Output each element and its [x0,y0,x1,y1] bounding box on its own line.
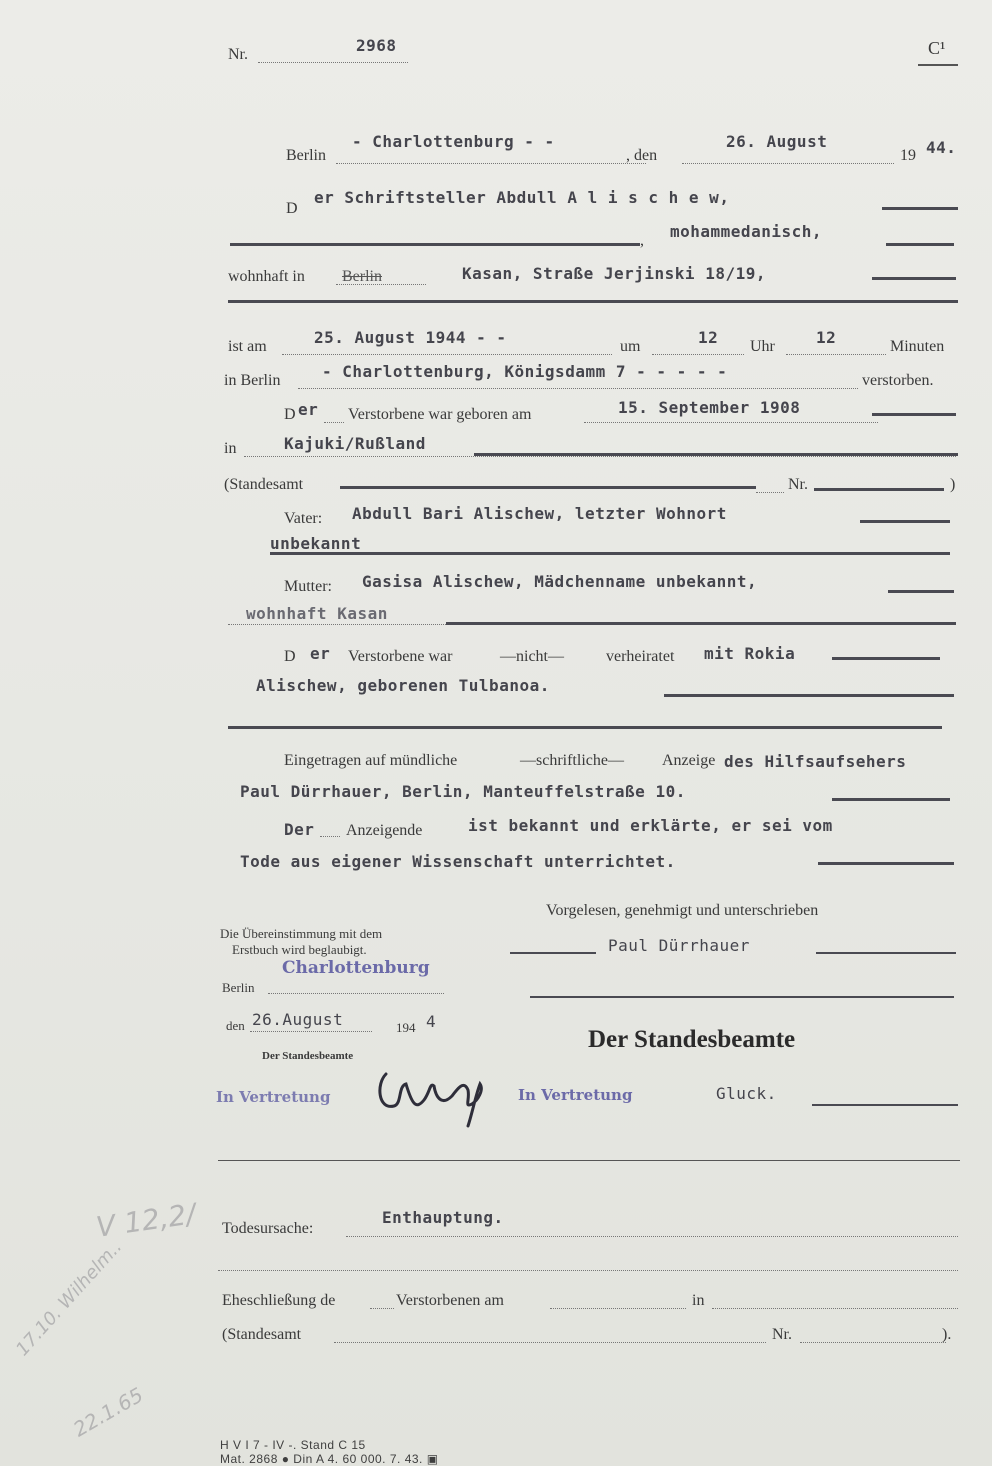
cert-stamp-place: Charlottenburg [282,958,430,978]
hour-line [652,354,744,355]
section-divider [218,1160,960,1161]
vater-label: Vater: [284,510,323,527]
religion-value: mohammedanisch, [670,222,822,241]
standesbeamte-title: Der Standesbeamte [588,1026,796,1053]
fill-dash [888,590,954,593]
born-date: 15. September 1908 [618,398,801,417]
ehe-line-4 [334,1342,766,1343]
cert-line-1: Die Übereinstimmung mit dem [220,926,383,941]
margin-note-1: V 12,2/ [94,1197,198,1244]
ehe-nr-label: Nr. [772,1326,792,1343]
death-hour: 12 [698,328,719,347]
margin-note-2: 17.10. Wilhelm.. [12,1236,127,1361]
cert-line-2: Erstbuch wird beglaubigt. [232,942,367,957]
der-typed: er [298,400,319,419]
den-label: , den [626,147,658,164]
der-anzeigende-typed: Der [284,820,315,839]
mutter-label: Mutter: [284,578,332,595]
registration-struck: —schriftliche— [520,752,624,769]
anzeigende-label: Anzeigende [346,822,423,839]
marriage-value-2: Alischew, geborenen Tulbanoa. [256,676,550,695]
cert-berlin-line [268,993,444,994]
fill-dash [530,996,954,998]
fill-dash [814,488,944,491]
footer-line-1: H V I 7 - IV -. Stand C 15 [220,1438,366,1452]
cert-title: Der Standesbeamte [262,1050,354,1062]
year-suffix: 44. [926,138,957,157]
cause-line-2 [218,1270,958,1271]
residence-label: wohnhaft in [228,268,305,285]
vertretung-stamp-2: In Vertretung [518,1086,633,1104]
der-prefix: D [284,406,296,423]
nr-dotted-line [258,62,408,63]
death-place: - Charlottenburg, Königsdamm 7 - - - - - [322,362,728,381]
death-date: 25. August 1944 - - [314,328,507,347]
eingetragen-label: Eingetragen auf mündliche [284,752,458,769]
nr-label: Nr. [228,46,248,63]
register-number: 2968 [356,36,397,55]
registration-value-2: Paul Dürrhauer, Berlin, Manteuffelstraße 10. [240,782,686,801]
fill-dash [270,552,950,555]
fill-dash [818,862,954,865]
cert-berlin: Berlin [222,980,255,995]
ehe-line-2 [550,1308,686,1309]
form-code-underline [918,64,958,66]
vater-value: Abdull Bari Alischew, letzter Wohnort [352,504,727,523]
verstorben-label: verstorben. [862,372,934,389]
person-name: er Schriftsteller Abdull A l i s c h e w, [314,188,730,207]
residence-line [336,284,426,285]
comma: , [640,232,644,249]
marriage-er-typed: er [310,644,331,663]
registration-value-3: ist bekannt und erklärte, er sei vom [468,816,833,835]
um-label: um [620,338,641,355]
footer-line-2: Mat. 2868 ● Din A 4. 60 000. 7. 43. ▣ [220,1452,439,1466]
cause-value: Enthauptung. [382,1208,504,1227]
year-prefix: 19 [900,147,916,164]
ehe-line-3 [712,1308,958,1309]
person-d-prefix: D [286,200,298,217]
fill-dash [228,300,958,303]
official-name: Gluck. [716,1084,777,1103]
margin-note-3: 22.1.65 [69,1382,148,1442]
death-place-line [298,388,858,389]
fill-dash [886,243,954,246]
ehe-line-5 [800,1342,946,1343]
ehe-line-1 [370,1308,394,1309]
ehe-standesamt-label: (Standesamt [222,1326,302,1343]
fill-dash [340,486,756,489]
fill-dash [664,694,954,697]
cert-date: 26.August [252,1010,344,1029]
minuten-label: Minuten [890,338,945,355]
cert-den: den [226,1018,245,1033]
district-line [336,163,646,164]
in-berlin-label: in Berlin [224,372,281,389]
fill-dash [832,657,940,660]
death-minutes: 12 [816,328,837,347]
marriage-d-prefix: D [284,648,296,665]
struck-residence: Berlin [342,268,382,285]
cause-label: Todesursache: [222,1220,314,1237]
born-place: Kajuki/Rußland [284,434,426,453]
fill-dash [474,453,958,456]
cert-year-suffix: 4 [426,1012,437,1031]
in-label: in [224,440,237,457]
handwritten-signature [372,1064,502,1128]
ehe-close: ). [942,1326,952,1343]
mutter-value-2: wohnhaft Kasan [246,604,388,623]
fill-dash [860,520,950,523]
city-label: Berlin [286,147,326,164]
registration-value: des Hilfsaufsehers [724,752,907,771]
cert-date-line [250,1031,372,1032]
der-line-2 [320,836,340,837]
signer-name: Paul Dürrhauer [608,936,750,955]
fill-dash [510,952,596,954]
minute-line [786,354,886,355]
residence-value: Kasan, Straße Jerjinski 18/19, [462,264,766,283]
cause-line [346,1236,958,1237]
anzeige-label: Anzeige [662,752,716,769]
marriage-struck: —nicht— [500,648,564,665]
form-code: C¹ [928,38,946,58]
mutter-value: Gasisa Alischew, Mädchenname unbekannt, [362,572,758,591]
uhr-label: Uhr [750,338,775,355]
born-date-line [584,422,878,423]
born-place-line [244,456,956,457]
vater-value-2: unbekannt [270,534,362,553]
born-label: Verstorbene war geboren am [348,406,532,423]
birth-standesamt-line [756,492,784,493]
close-paren: ) [950,476,956,493]
marriage-label: Verstorbene war [348,648,453,665]
registration-date: 26. August [726,132,828,151]
fill-dash [446,622,956,625]
registration-value-4: Tode aus eigener Wissenschaft unterrichtet. [240,852,676,871]
fill-dash [832,798,950,801]
ehe-label-2: Verstorbenen am [396,1292,504,1309]
fill-dash [872,277,956,280]
date-line [682,163,894,164]
ehe-in-label: in [692,1292,705,1309]
ist-am-label: ist am [228,338,267,355]
fill-dash [872,413,956,416]
marriage-value: mit Rokia [704,644,796,663]
fill-dash [230,243,640,246]
vorgelesen-text: Vorgelesen, genehmigt und unterschrieben [546,902,819,919]
nr-label-2: Nr. [788,476,808,493]
district-value: - Charlottenburg - - [352,132,555,151]
vertretung-stamp-1: In Vertretung [216,1088,331,1106]
fill-dash [228,726,942,729]
ehe-label-1: Eheschließung de [222,1292,336,1309]
der-line [324,422,344,423]
standesamt-label: (Standesamt [224,476,304,493]
fill-dash [882,207,958,210]
death-date-line [282,354,612,355]
cert-year-prefix: 194 [396,1020,416,1035]
fill-dash [812,1104,958,1106]
verheiratet-label: verheiratet [606,648,675,665]
fill-dash [816,952,956,954]
